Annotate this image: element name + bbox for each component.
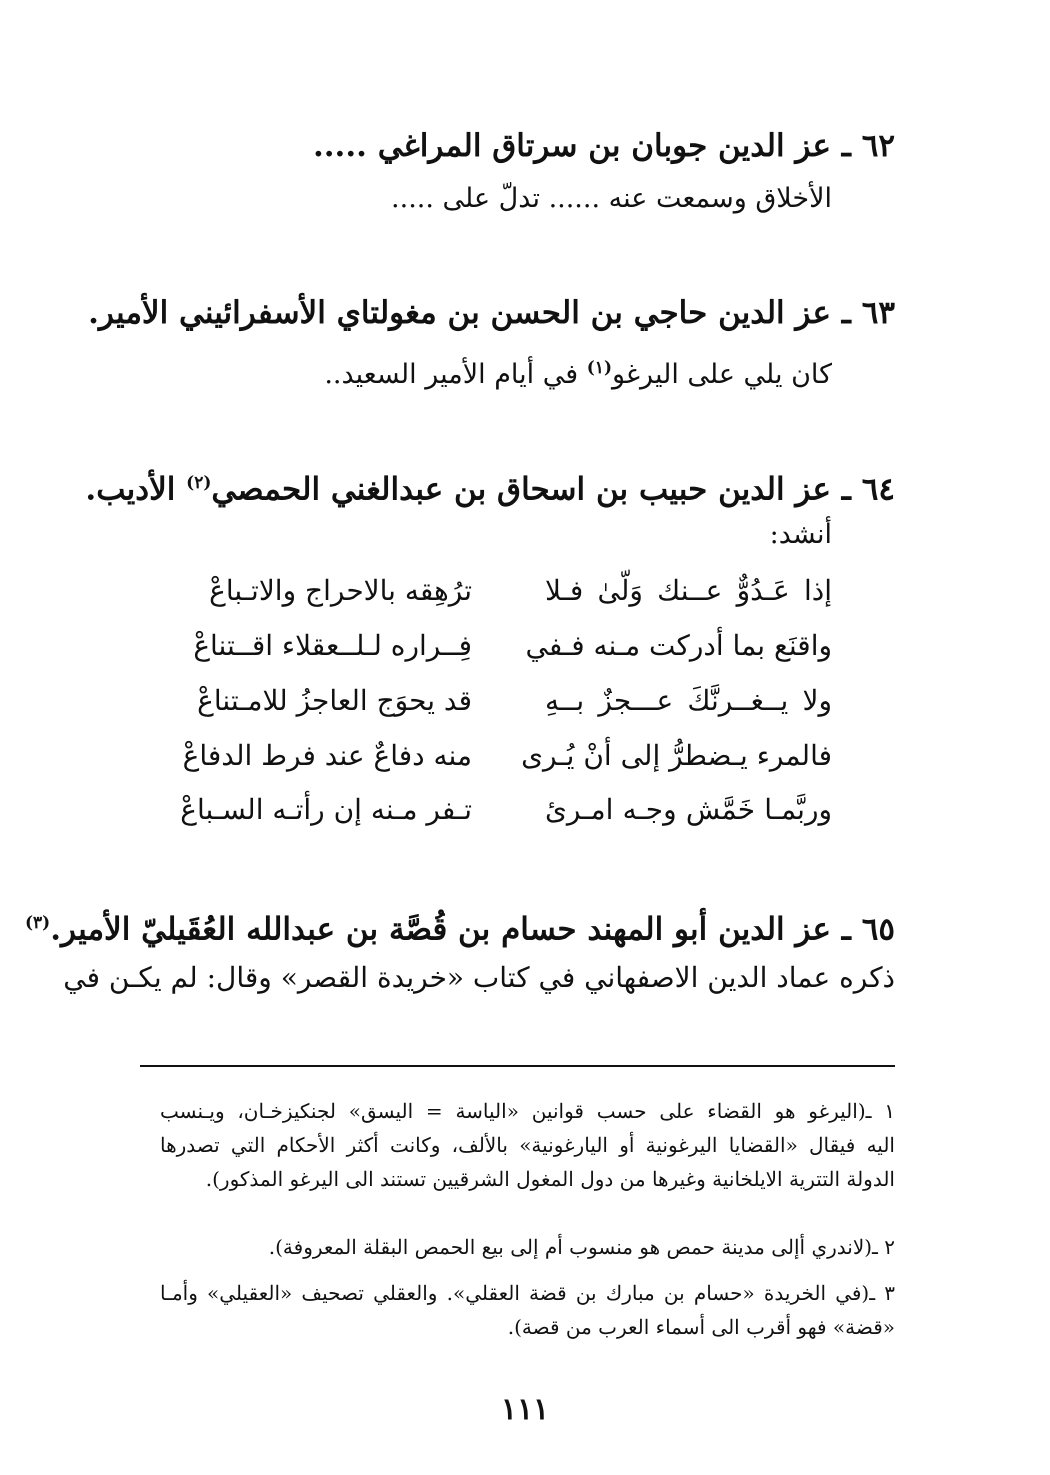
footnote-3 (160, 1276, 895, 1344)
footnote-line: ١ ـ(اليرغو هو القضاء على حسب قوانين «الياسة = اليسق» لجنكيزخـان، ويـنسب (160, 1099, 895, 1123)
verse-second-hemistich: منه دفاعٌ عند فرط الدفاعْ (182, 739, 472, 772)
verse-second-hemistich: فِــراره لـلــعقلاء اقــتناعْ (193, 629, 472, 662)
footnote-line: الدولة التترية الايلخانية وغيرها من دول المغول الشرقيين تستند الى اليرغو المذكور). (205, 1167, 895, 1191)
footnote-ref-1: (١) (586, 358, 612, 378)
footnote-ref-3: (٣) (24, 913, 51, 933)
entry-65-heading-text: ٦٥ ـ عز الدين أبو المهند حسام بن قُصَّة بن عبدالله العُقَيليّ الأمير. (50, 911, 895, 948)
verse-second-hemistich: قد يحوَج العاجزُ للامـتناعْ (197, 684, 472, 717)
footnote-line: «قضة» فهو أقرب الى أسماء العرب من قصة). (507, 1315, 895, 1339)
entry-63-text (132, 350, 832, 393)
entry-64-heading (85, 463, 895, 509)
verse-line (0, 788, 1050, 832)
footnote-line: ٢ ـ(لاندري أإلى مدينة حمص هو منسوب أم إلى بيع الحمص البقلة المعروفة). (268, 1235, 895, 1259)
entry-65-text: ذكره عماد الدين الاصفهاني في كتاب «خريدة القصر» وقال: لم يكـن في (63, 961, 895, 994)
entry-62-heading: ٦٢ ـ عز الدين جوبان بن سرتاق المراغي ..... (312, 128, 895, 164)
entry-63-text-part2: في أيام الأمير السعيد.. (324, 359, 587, 390)
verse-line (0, 679, 1050, 723)
verse-line (0, 624, 1050, 668)
footnote-line: ٣ ـ(في الخريدة «حسام بن مبارك بن قضة العقلي». والعقلي تصحيف «العقيلي» وأمـا (160, 1281, 895, 1305)
entry-64-heading-part1: ٦٤ ـ عز الدين حبيب بن اسحاق بن عبدالغني الحمصي (211, 471, 895, 508)
footnote-ref-2: (٢) (186, 473, 212, 493)
entry-63-heading: ٦٣ ـ عز الدين حاجي بن الحسن بن مغولتاي الأسفرائيني الأمير. (88, 295, 895, 331)
verse-second-hemistich: ترُهِقه بالاحراج والاتـباعْ (209, 574, 472, 607)
verse-first-hemistich: وربَّمـا خَمَّش وجـه امـرئ (545, 793, 832, 826)
entry-63-text-part1: كان يلي على اليرغو (611, 359, 832, 390)
entry-62-text: الأخلاق وسمعت عنه ...... تدلّ على ..... (391, 183, 832, 214)
page-number: ١١١ (500, 1392, 550, 1427)
verse-line (0, 734, 1050, 778)
verse-first-hemistich: فالمرء يـضطرُّ إلى أنْ يُـرى (521, 739, 832, 772)
entry-64-heading-part2: الأديب. (85, 471, 187, 508)
verse-second-hemistich: تـفر مـنه إن رأتـه السـباعْ (180, 793, 472, 826)
footnote-2 (160, 1230, 895, 1264)
verse-first-hemistich: إذا عَـدُوٌّ عــنك وَلّىٰ فـلا (545, 574, 832, 607)
footnote-1 (160, 1094, 895, 1196)
verse-first-hemistich: ولا يــغــرنَّكَ عـــجزٌ بــهِ (545, 684, 832, 717)
verse-first-hemistich: واقنَع بما أدركت مـنه فـفي (525, 629, 832, 662)
entry-64-intro: أنشد: (769, 519, 832, 550)
entry-65-heading (24, 903, 895, 949)
footnote-line: اليه فيقال «القضايا اليرغونية أو اليارغونية» بالألف، وكانت أكثر الأحكام التي تصدرها (160, 1133, 895, 1157)
verse-line (0, 569, 1050, 613)
footnote-divider (140, 1065, 895, 1067)
